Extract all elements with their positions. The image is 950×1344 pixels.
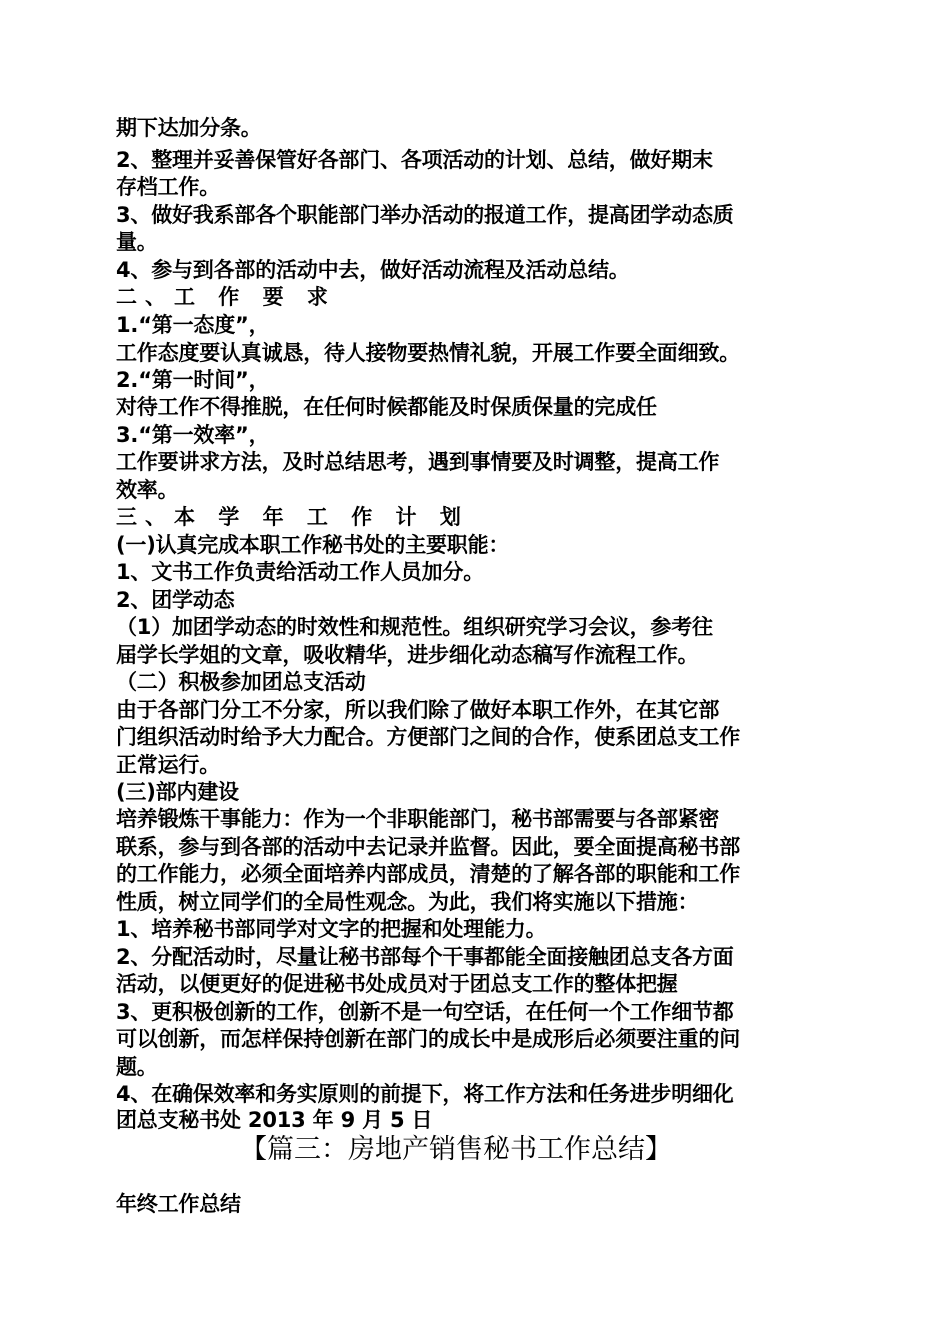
text-line: （1）加团学动态的时效性和规范性。组织研究学习会议，参考往: [116, 615, 713, 639]
text-line: 工作态度要认真诚恳，待人接物要热情礼貌，开展工作要全面细致。: [116, 341, 740, 365]
text-line: 届学长学姐的文章，吸收精华，进步细化动态稿写作流程工作。: [116, 643, 699, 667]
text-line: 题。: [116, 1055, 158, 1079]
text-line: （二）积极参加团总支活动: [116, 670, 366, 694]
text-line: 2、分配活动时，尽量让秘书部每个干事都能全面接触团总支各方面: [116, 945, 734, 969]
text-line: 期下达加分条。: [116, 116, 262, 140]
text-line: 效率。: [116, 478, 179, 502]
text-line: 联系，参与到各部的活动中去记录并监督。因此，要全面提高秘书部: [116, 835, 740, 859]
text-line: 1、文书工作负责给活动工作人员加分。: [116, 560, 485, 584]
text-line: 量。: [116, 230, 158, 254]
text-line: 正常运行。: [116, 753, 220, 777]
text-line: 可以创新，而怎样保持创新在部门的成长中是成形后必须要注重的问: [116, 1027, 740, 1051]
text-line: 由于各部门分工不分家，所以我们除了做好本职工作外，在其它部: [116, 698, 720, 722]
text-line: 对待工作不得推脱，在任何时候都能及时保质保量的完成任: [116, 395, 657, 419]
text-line: (三)部内建设: [116, 780, 239, 804]
text-line: 2、团学动态: [116, 588, 235, 612]
text-line: 3.“第一效率”，: [116, 423, 270, 447]
subheading: 年终工作总结: [116, 1192, 241, 1216]
text-line: 2.“第一时间”，: [116, 368, 270, 392]
text-line: (一)认真完成本职工作秘书处的主要职能：: [116, 533, 510, 557]
text-line: 4、在确保效率和务实原则的前提下，将工作方法和任务进步明细化: [116, 1082, 734, 1106]
text-line: 工作要讲求方法，及时总结思考，遇到事情要及时调整，提高工作: [116, 450, 720, 474]
text-line: 1、培养秘书部同学对文字的把握和处理能力。: [116, 917, 547, 941]
text-line: 培养锻炼干事能力：作为一个非职能部门，秘书部需要与各部紧密: [116, 807, 720, 831]
text-line: 3、做好我系部各个职能部门举办活动的报道工作，提高团学动态质: [116, 203, 734, 227]
text-line: 的工作能力，必须全面培养内部成员，清楚的了解各部的职能和工作: [116, 862, 740, 886]
section-heading: 三、本 学 年 工 作 计 划: [116, 505, 469, 529]
text-line: 2、整理并妥善保管好各部门、各项活动的计划、总结，做好期末: [116, 148, 713, 172]
section-heading: 二、工 作 要 求: [116, 285, 336, 309]
text-line: 存档工作。: [116, 175, 220, 199]
text-line: 性质，树立同学们的全局性观念。为此，我们将实施以下措施：: [116, 890, 699, 914]
text-line: 门组织活动时给予大力配合。方便部门之间的合作，使系团总支工作: [116, 725, 740, 749]
signature-date-line: 团总支秘书处 2013 年 9 月 5 日: [116, 1108, 433, 1132]
section-title: 【篇三：房地产销售秘书工作总结】: [240, 1134, 672, 1165]
text-line: 3、更积极创新的工作，创新不是一句空话，在任何一个工作细节都: [116, 1000, 734, 1024]
text-line: 1.“第一态度”，: [116, 313, 270, 337]
text-line: 活动，以便更好的促进秘书处成员对于团总支工作的整体把握: [116, 972, 678, 996]
text-line: 4、参与到各部的活动中去，做好活动流程及活动总结。: [116, 258, 630, 282]
